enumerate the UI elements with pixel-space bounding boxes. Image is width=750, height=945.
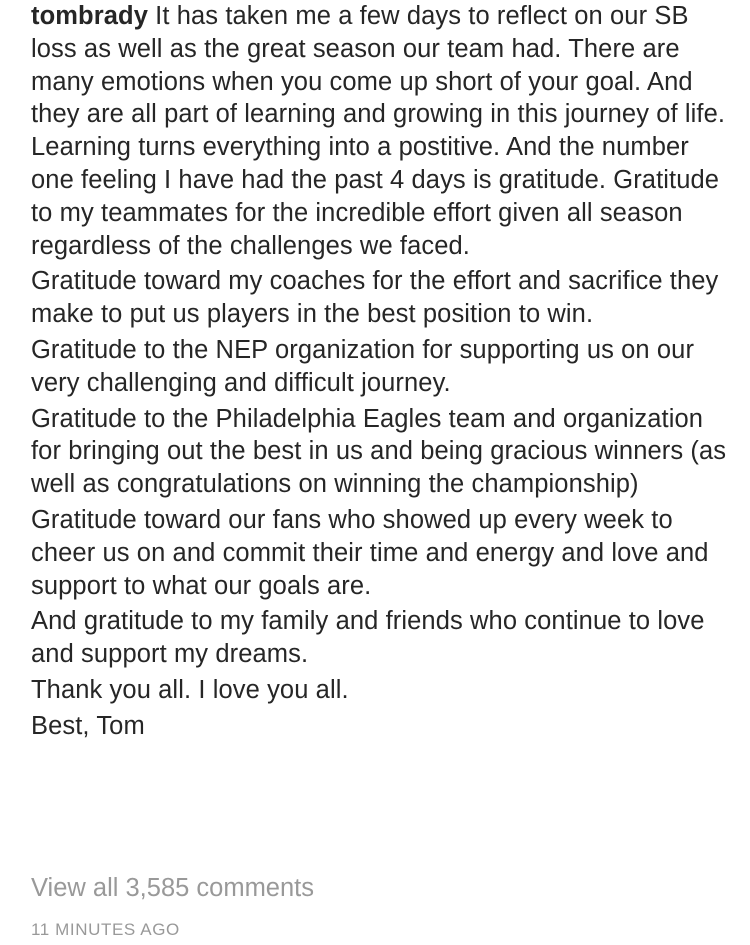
caption-paragraph: Gratitude to the Philadelphia Eagles team and organization for bringing out the best in us and being gracious winners (as well as congratulations on winning the championship) [31, 404, 727, 499]
caption-paragraph [31, 0, 731, 262]
username-link[interactable]: tombrady [31, 2, 148, 30]
caption-text: It has taken me a few days to reflect on our SB loss as well as the great season our team had. There are many emotions when you come up short of your goal. And they are all part of learning and growing in this journey of life. Learning turns everything into a postitive. And the number one feeling I have had the past 4 days is gratitude. Gratitude to my teammates for the incredible effort given all season regardless of the challenges we faced. [31, 2, 726, 260]
caption-paragraph: Gratitude toward our fans who showed up every week to cheer us on and commit their time and energy and love and support to what our goals are. [31, 505, 709, 600]
caption-paragraph: Thank you all. I love you all. [31, 675, 349, 704]
caption-paragraph: Gratitude to the NEP organization for supporting us on our very challenging and difficult journey. [31, 335, 695, 397]
view-all-comments-link[interactable]: View all 3,585 comments [31, 874, 315, 902]
caption-paragraph: And gratitude to my family and friends who continue to love and support my dreams. [31, 607, 705, 669]
caption-paragraph: Gratitude toward my coaches for the effort and sacrifice they make to put us players in the best position to win. [31, 267, 719, 329]
post-caption [31, 0, 731, 743]
post-caption-container [31, 0, 731, 743]
post-timestamp: 11 MINUTES AGO [31, 920, 180, 939]
caption-paragraph: Best, Tom [31, 711, 145, 740]
